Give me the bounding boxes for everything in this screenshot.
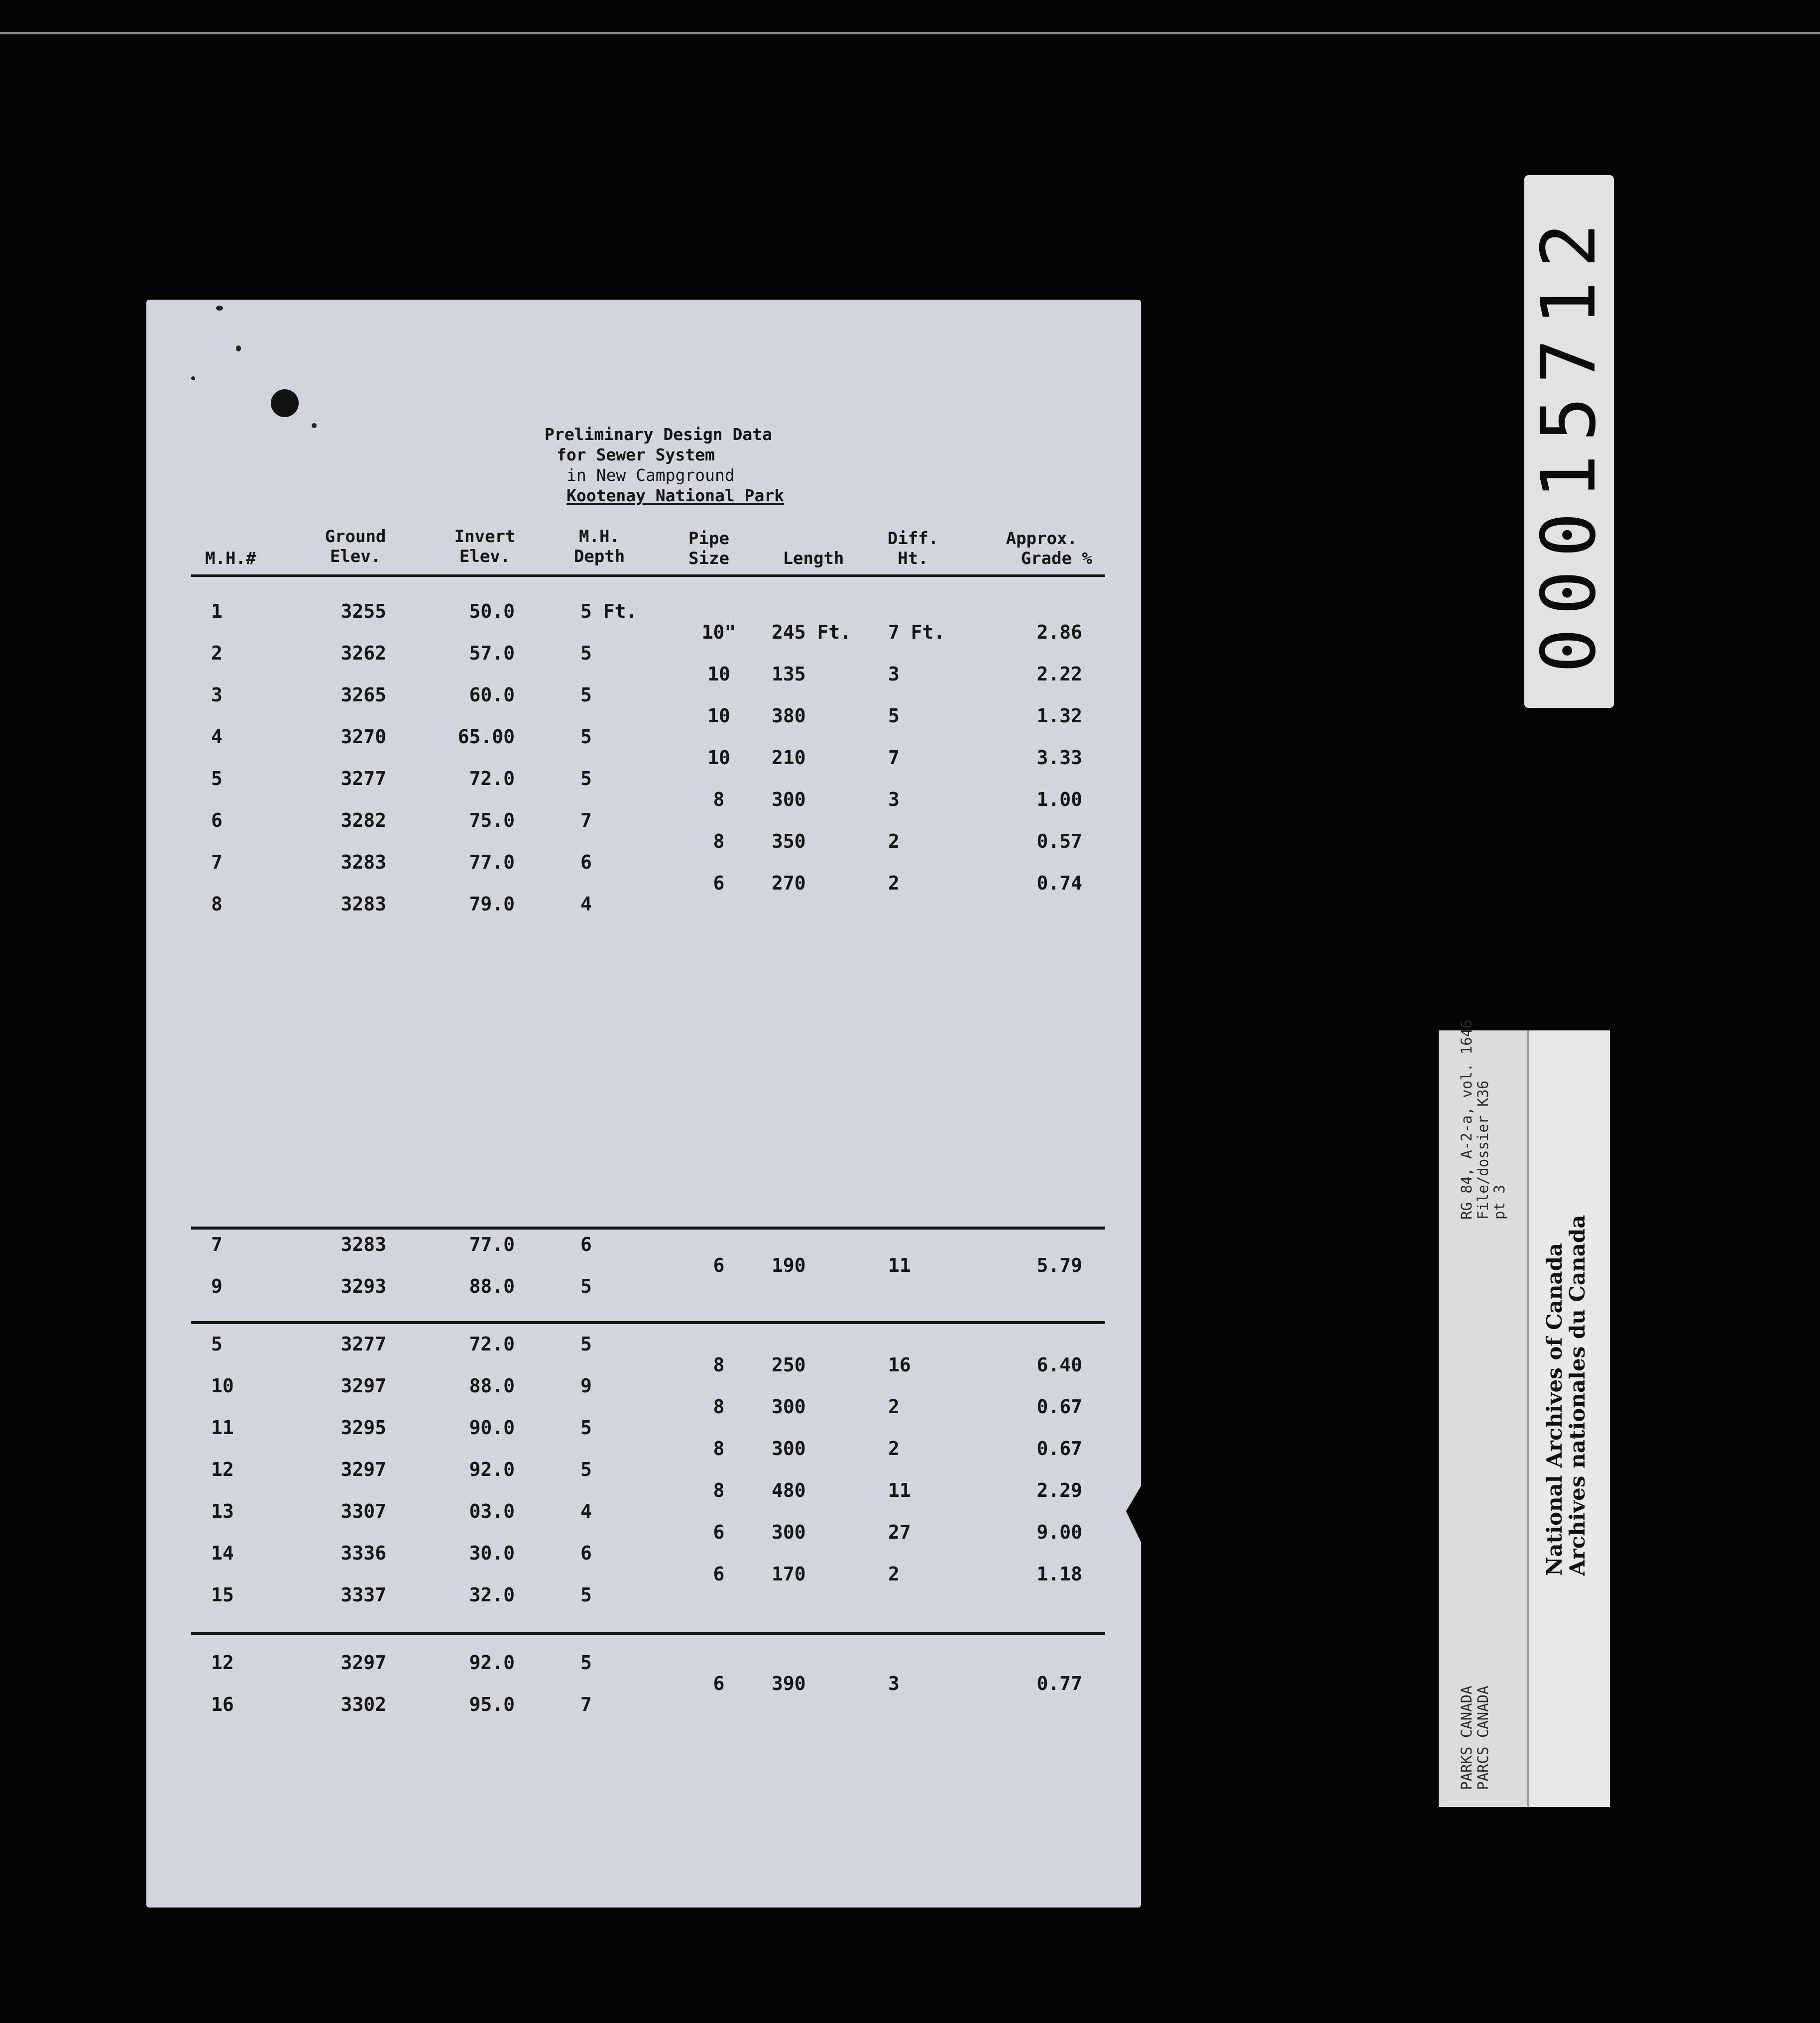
height-difference: 3 bbox=[888, 1673, 900, 1694]
ink-speck bbox=[236, 345, 241, 351]
header-grade-line-2: Grade % bbox=[1021, 549, 1092, 568]
institution-block bbox=[1543, 1215, 1589, 1576]
ground-elevation: 3283 bbox=[341, 851, 386, 873]
approx-grade: 0.67 bbox=[1036, 1396, 1082, 1418]
invert-elevation: 92.0 bbox=[469, 1459, 515, 1480]
manhole-depth: 6 bbox=[580, 851, 592, 873]
header-depth-line-1: M.H. bbox=[579, 527, 620, 547]
approx-grade: 1.00 bbox=[1036, 788, 1082, 810]
pipe-length: 190 bbox=[772, 1254, 806, 1276]
pipe-size: 8 bbox=[713, 830, 725, 852]
header-ground-line-2: Elev. bbox=[330, 547, 381, 566]
ground-elevation: 3297 bbox=[341, 1375, 386, 1397]
pipe-length: 170 bbox=[772, 1563, 806, 1585]
archive-reference-label bbox=[1439, 1019, 1610, 1807]
manhole-number: 14 bbox=[211, 1542, 234, 1564]
manhole-depth: 5 bbox=[580, 726, 592, 748]
height-difference: 5 bbox=[888, 705, 900, 727]
title-line-2: for Sewer System bbox=[557, 445, 715, 464]
approx-grade: 2.22 bbox=[1036, 663, 1082, 685]
height-difference: 2 bbox=[888, 830, 900, 852]
header-diff bbox=[878, 529, 948, 568]
header-invert-line-1: Invert bbox=[454, 527, 516, 547]
invert-elevation: 50.0 bbox=[469, 600, 515, 622]
manhole-depth: 7 bbox=[580, 1693, 592, 1715]
header-mh bbox=[205, 549, 256, 568]
pipe-length: 135 bbox=[772, 663, 806, 685]
manhole-number: 1 bbox=[211, 600, 223, 622]
invert-elevation: 92.0 bbox=[469, 1652, 515, 1674]
ink-speck bbox=[191, 376, 195, 380]
approx-grade: 6.40 bbox=[1036, 1354, 1082, 1376]
invert-elevation: 72.0 bbox=[469, 1333, 515, 1355]
manhole-number: 7 bbox=[211, 1234, 223, 1255]
pipe-size: 10" bbox=[701, 621, 736, 643]
approx-grade: 0.74 bbox=[1036, 872, 1082, 894]
manhole-number: 10 bbox=[211, 1375, 234, 1397]
title-line-4: Kootenay National Park bbox=[567, 486, 785, 505]
manhole-number: 11 bbox=[211, 1417, 234, 1439]
ground-elevation: 3282 bbox=[341, 809, 386, 831]
manhole-number: 12 bbox=[211, 1652, 234, 1674]
approx-grade: 3.33 bbox=[1036, 747, 1082, 769]
scanner-top-rule bbox=[0, 32, 1820, 34]
manhole-number: 16 bbox=[211, 1693, 234, 1715]
approx-grade: 2.86 bbox=[1036, 621, 1082, 643]
pipe-size: 8 bbox=[713, 788, 725, 810]
invert-elevation: 95.0 bbox=[469, 1693, 515, 1715]
invert-elevation: 90.0 bbox=[469, 1417, 515, 1439]
invert-elevation: 65.00 bbox=[457, 726, 515, 748]
height-difference: 2 bbox=[888, 872, 900, 894]
header-ground-line-1: Ground bbox=[325, 527, 386, 547]
header-depth bbox=[560, 527, 639, 566]
pipe-length: 270 bbox=[772, 872, 806, 894]
ground-elevation: 3270 bbox=[341, 726, 386, 748]
pipe-size: 6 bbox=[713, 872, 725, 894]
approx-grade: 1.32 bbox=[1036, 705, 1082, 727]
pipe-size: 6 bbox=[713, 1563, 725, 1585]
height-difference: 3 bbox=[888, 788, 900, 810]
manhole-depth: 6 bbox=[580, 1542, 592, 1564]
agency-block bbox=[1459, 1686, 1491, 1790]
manhole-depth: 4 bbox=[580, 1500, 592, 1522]
manhole-number: 13 bbox=[211, 1500, 234, 1522]
header-diff-line-1: Diff. bbox=[887, 529, 939, 549]
manhole-number: 4 bbox=[211, 726, 223, 748]
invert-elevation: 30.0 bbox=[469, 1542, 515, 1564]
manhole-depth: 5 bbox=[580, 1417, 592, 1439]
manhole-depth: 5 bbox=[580, 768, 592, 789]
section-rule bbox=[191, 1321, 1105, 1324]
pipe-size: 8 bbox=[713, 1438, 725, 1460]
ground-elevation: 3297 bbox=[341, 1652, 386, 1674]
pipe-size: 6 bbox=[713, 1673, 725, 1694]
document-title bbox=[545, 424, 784, 506]
pipe-size: 8 bbox=[713, 1354, 725, 1376]
manhole-number: 5 bbox=[211, 1333, 223, 1355]
reference-line-1: RG 84, A-2-a, vol. 1646 bbox=[1458, 1019, 1475, 1220]
frame-number: 00015712 bbox=[1526, 210, 1612, 674]
manhole-depth: 5 bbox=[580, 1459, 592, 1480]
manhole-number: 5 bbox=[211, 768, 223, 789]
invert-elevation: 32.0 bbox=[469, 1584, 515, 1606]
header-mh-label: M.H.# bbox=[205, 549, 256, 568]
manhole-depth: 5 Ft. bbox=[580, 600, 638, 622]
manhole-number: 9 bbox=[211, 1275, 223, 1297]
header-depth-line-2: Depth bbox=[573, 547, 625, 566]
header-pipe-line-2: Size bbox=[688, 549, 729, 568]
pipe-length: 480 bbox=[772, 1479, 806, 1501]
manhole-depth: 5 bbox=[580, 1333, 592, 1355]
ground-elevation: 3302 bbox=[341, 1693, 386, 1715]
manhole-number: 15 bbox=[211, 1584, 234, 1606]
pipe-size: 8 bbox=[713, 1479, 725, 1501]
ground-elevation: 3265 bbox=[341, 684, 386, 706]
manhole-depth: 5 bbox=[580, 1584, 592, 1606]
header-diff-line-2: Ht. bbox=[898, 549, 928, 568]
manhole-depth: 4 bbox=[580, 893, 592, 915]
section-rule bbox=[191, 1227, 1105, 1230]
approx-grade: 1.18 bbox=[1036, 1563, 1082, 1585]
ink-speck bbox=[312, 423, 317, 428]
manhole-depth: 5 bbox=[580, 642, 592, 664]
manhole-depth: 7 bbox=[580, 809, 592, 831]
title-line-3: in New Campground bbox=[567, 465, 735, 485]
ink-stain bbox=[271, 389, 299, 417]
pipe-size: 6 bbox=[713, 1521, 725, 1543]
manhole-depth: 6 bbox=[580, 1234, 592, 1255]
height-difference: 2 bbox=[888, 1396, 900, 1418]
ground-elevation: 3277 bbox=[341, 1333, 386, 1355]
header-pipe bbox=[674, 529, 744, 568]
header-invert-line-2: Elev. bbox=[459, 547, 511, 566]
institution-line-1: National Archives of Canada bbox=[1542, 1242, 1567, 1576]
ground-elevation: 3293 bbox=[341, 1275, 386, 1297]
agency-line-2: PARCS CANADA bbox=[1475, 1686, 1491, 1790]
approx-grade: 5.79 bbox=[1036, 1254, 1082, 1276]
ink-speck bbox=[216, 306, 223, 311]
height-difference: 27 bbox=[888, 1521, 911, 1543]
header-length bbox=[769, 549, 858, 568]
height-difference: 7 bbox=[888, 747, 900, 769]
header-length-label: Length bbox=[783, 549, 844, 568]
archive-label-divider bbox=[1527, 1030, 1529, 1807]
manhole-number: 8 bbox=[211, 893, 223, 915]
pipe-length: 300 bbox=[772, 1396, 806, 1418]
institution-line-2: Archives nationales du Canada bbox=[1565, 1215, 1590, 1576]
pipe-size: 6 bbox=[713, 1254, 725, 1276]
manhole-number: 12 bbox=[211, 1459, 234, 1480]
invert-elevation: 60.0 bbox=[469, 684, 515, 706]
ground-elevation: 3295 bbox=[341, 1417, 386, 1439]
reference-line-2: File/dossier K36 bbox=[1475, 1080, 1491, 1220]
frame-number-label bbox=[1524, 175, 1614, 708]
ground-elevation: 3277 bbox=[341, 768, 386, 789]
ground-elevation: 3336 bbox=[341, 1542, 386, 1564]
approx-grade: 0.57 bbox=[1036, 830, 1082, 852]
archive-reference-block bbox=[1459, 1019, 1508, 1220]
invert-elevation: 72.0 bbox=[469, 768, 515, 789]
manhole-number: 7 bbox=[211, 851, 223, 873]
invert-elevation: 57.0 bbox=[469, 642, 515, 664]
ground-elevation: 3307 bbox=[341, 1500, 386, 1522]
height-difference: 16 bbox=[888, 1354, 911, 1376]
manhole-number: 6 bbox=[211, 809, 223, 831]
ground-elevation: 3337 bbox=[341, 1584, 386, 1606]
ground-elevation: 3283 bbox=[341, 1234, 386, 1255]
ground-elevation: 3283 bbox=[341, 893, 386, 915]
manhole-depth: 9 bbox=[580, 1375, 592, 1397]
header-rule bbox=[191, 574, 1105, 577]
invert-elevation: 79.0 bbox=[469, 893, 515, 915]
pipe-size: 10 bbox=[707, 705, 730, 727]
pipe-size: 8 bbox=[713, 1396, 725, 1418]
manhole-number: 2 bbox=[211, 642, 223, 664]
header-pipe-line-1: Pipe bbox=[688, 529, 729, 549]
reference-line-3: pt 3 bbox=[1491, 1185, 1508, 1220]
pipe-length: 300 bbox=[772, 1521, 806, 1543]
section-rule bbox=[191, 1632, 1105, 1635]
height-difference: 2 bbox=[888, 1563, 900, 1585]
agency-line-1: PARKS CANADA bbox=[1458, 1686, 1475, 1790]
approx-grade: 2.29 bbox=[1036, 1479, 1082, 1501]
pipe-length: 210 bbox=[772, 747, 806, 769]
pipe-length: 350 bbox=[772, 830, 806, 852]
manhole-depth: 5 bbox=[580, 684, 592, 706]
pipe-length: 245 Ft. bbox=[772, 621, 852, 643]
pipe-size: 10 bbox=[707, 747, 730, 769]
pipe-length: 300 bbox=[772, 1438, 806, 1460]
header-grade bbox=[993, 529, 1092, 568]
header-invert bbox=[440, 527, 530, 566]
title-line-1: Preliminary Design Data bbox=[545, 425, 772, 444]
manhole-depth: 5 bbox=[580, 1275, 592, 1297]
invert-elevation: 77.0 bbox=[469, 1234, 515, 1255]
invert-elevation: 03.0 bbox=[469, 1500, 515, 1522]
ground-elevation: 3262 bbox=[341, 642, 386, 664]
document-page bbox=[146, 300, 1141, 1908]
torn-edge bbox=[1122, 1484, 1141, 1544]
invert-elevation: 75.0 bbox=[469, 809, 515, 831]
approx-grade: 9.00 bbox=[1036, 1521, 1082, 1543]
invert-elevation: 77.0 bbox=[469, 851, 515, 873]
height-difference: 11 bbox=[888, 1479, 911, 1501]
manhole-depth: 5 bbox=[580, 1652, 592, 1674]
approx-grade: 0.67 bbox=[1036, 1438, 1082, 1460]
pipe-length: 250 bbox=[772, 1354, 806, 1376]
header-ground bbox=[311, 527, 400, 566]
manhole-number: 3 bbox=[211, 684, 223, 706]
pipe-size: 10 bbox=[707, 663, 730, 685]
pipe-length: 390 bbox=[772, 1673, 806, 1694]
ground-elevation: 3297 bbox=[341, 1459, 386, 1480]
header-grade-line-1: Approx. bbox=[1006, 529, 1077, 549]
invert-elevation: 88.0 bbox=[469, 1375, 515, 1397]
height-difference: 2 bbox=[888, 1438, 900, 1460]
pipe-length: 380 bbox=[772, 705, 806, 727]
height-difference: 7 Ft. bbox=[888, 621, 945, 643]
height-difference: 3 bbox=[888, 663, 900, 685]
invert-elevation: 88.0 bbox=[469, 1275, 515, 1297]
pipe-length: 300 bbox=[772, 788, 806, 810]
approx-grade: 0.77 bbox=[1036, 1673, 1082, 1694]
ground-elevation: 3255 bbox=[341, 600, 386, 622]
height-difference: 11 bbox=[888, 1254, 911, 1276]
